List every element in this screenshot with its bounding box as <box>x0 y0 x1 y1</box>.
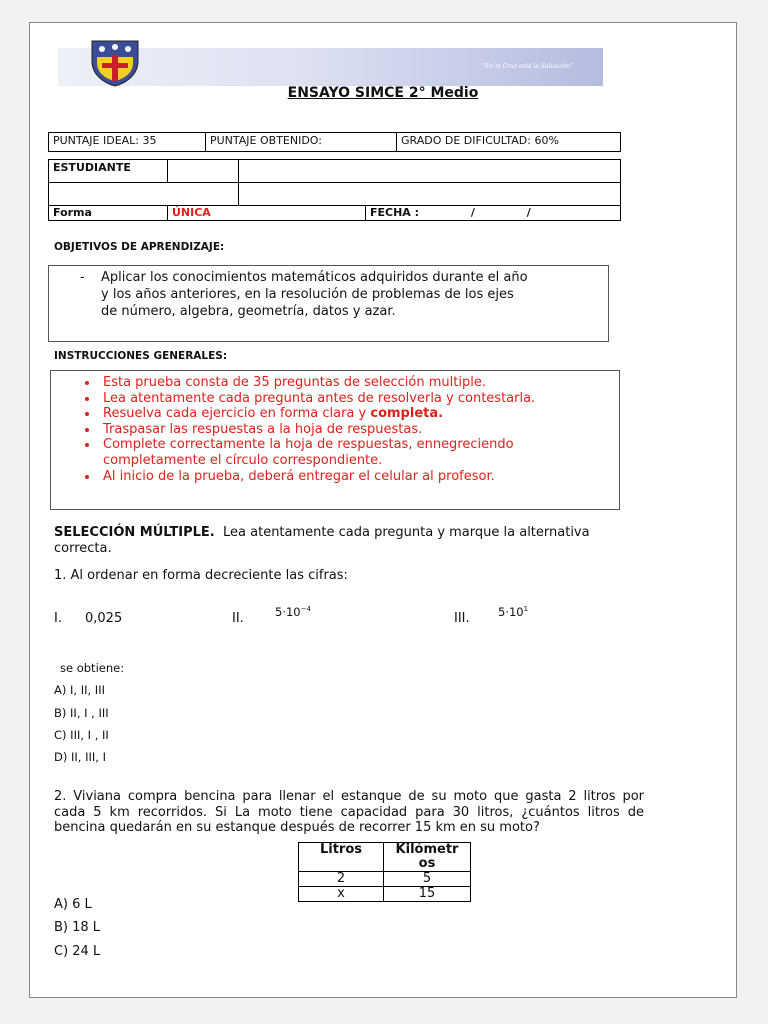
score-ideal: PUNTAJE IDEAL: 35 <box>49 133 206 152</box>
student-name-field[interactable] <box>239 160 621 183</box>
student-extra-field <box>239 183 621 206</box>
page-title: ENSAYO SIMCE 2° Medio <box>287 85 479 101</box>
q2-table-cell: 2 <box>299 872 384 887</box>
instruction-emphasis: completa. <box>370 406 444 422</box>
instruction-text: Resuelva cada ejercicio en forma clara y <box>103 406 371 422</box>
q1-item-iii-exp: 1 <box>523 605 529 614</box>
q2-stem <box>54 789 644 820</box>
instruction-item: • Esta prueba consta de 35 preguntas de selección multiple. <box>99 375 619 391</box>
q1-item-ii-value <box>275 605 311 619</box>
q1-item-ii-exp: −4 <box>300 605 311 614</box>
q2-option-c[interactable]: C) 24 L <box>54 944 101 959</box>
q2-option-a[interactable]: A) 6 L <box>54 897 92 912</box>
q2-table-cell: 5 <box>384 872 471 887</box>
instruction-item <box>99 437 619 468</box>
q1-item-iii-base: 5·10 <box>498 605 524 619</box>
instructions-list <box>51 375 619 484</box>
q2-table-header-litros: Litros <box>299 843 384 872</box>
instruction-item: • Al inicio de la prueba, deberá entregar el celular al profesor. <box>99 469 619 485</box>
objectives-heading: OBJETIVOS DE APRENDIZAJE: <box>54 241 225 253</box>
q1-option-d[interactable]: D) II, III, I <box>54 750 106 764</box>
q1-stem: 1. Al ordenar en forma decreciente las cifras: <box>54 568 348 583</box>
q1-lead: se obtiene: <box>60 661 125 675</box>
selection-heading: SELECCIÓN MÚLTIPLE. <box>54 525 215 540</box>
instruction-item <box>99 406 619 422</box>
instruction-item: • Traspasar las respuestas a la hoja de respuestas. <box>99 422 619 438</box>
date-field[interactable] <box>366 206 621 221</box>
selection-text-2: correcta. <box>54 541 112 556</box>
objectives-text <box>101 269 528 320</box>
q2-option-b[interactable]: B) 18 L <box>54 920 101 935</box>
score-difficulty: GRADO DE DIFICULTAD: 60% <box>397 133 621 152</box>
q1-item-ii-base: 5·10 <box>275 605 301 619</box>
instructions-heading: INSTRUCCIONES GENERALES: <box>54 350 228 362</box>
objectives-dash: - <box>80 270 85 285</box>
q1-item-iii-label: III. <box>454 611 470 626</box>
objectives-box <box>48 265 609 342</box>
instruction-text: Complete correctamente la hoja de respuestas, ennegreciendo <box>103 437 514 453</box>
selection-text-1: Lea atentamente cada pregunta y marque la alternativa <box>223 525 590 540</box>
instructions-box <box>50 370 620 510</box>
q2-line-2: cada 5 km recorridos. Si La moto tiene capacidad para 30 litros, ¿cuántos litros de <box>54 804 644 820</box>
date-slash-1: / <box>470 206 475 219</box>
q1-option-c[interactable]: C) III, I , II <box>54 728 109 742</box>
q1-item-i-label: I. <box>54 611 62 626</box>
form-label: Forma <box>49 206 168 221</box>
q1-item-iii-value <box>498 605 528 619</box>
q2-table-cell: x <box>299 887 384 902</box>
document-page <box>29 22 737 998</box>
score-obtained: PUNTAJE OBTENIDO: <box>206 133 397 152</box>
q2-table-cell: 15 <box>384 887 471 902</box>
form-value: ÚNICA <box>168 206 366 221</box>
objectives-line-1: Aplicar los conocimientos matemáticos adquiridos durante el año <box>101 270 528 285</box>
q2-line-1: 2. Viviana compra bencina para llenar el estanque de su moto que gasta 2 litros por <box>54 789 644 804</box>
motto-text: "En la Cruz está la Salvación" <box>482 63 573 70</box>
student-label: ESTUDIANTE <box>49 160 168 183</box>
date-label: FECHA : <box>370 206 420 219</box>
student-extra-cell <box>49 183 239 206</box>
date-slash-2: / <box>526 206 531 219</box>
q1-item-ii-label: II. <box>232 611 244 626</box>
q2-table <box>298 842 471 902</box>
q1-item-i-value: 0,025 <box>85 611 123 626</box>
objectives-line-2: y los años anteriores, en la resolución de problemas de los ejes <box>101 287 514 302</box>
q2-table-header-km: Kilómetr os <box>384 843 471 872</box>
score-table <box>48 132 621 152</box>
selection-intro <box>54 525 590 557</box>
q1-option-b[interactable]: B) II, I , III <box>54 706 109 720</box>
instruction-text: completamente el círculo correspondiente. <box>103 452 383 468</box>
objectives-line-3: de número, algebra, geometría, datos y azar. <box>101 304 396 319</box>
school-crest-logo <box>90 39 140 87</box>
q1-option-a[interactable]: A) I, II, III <box>54 683 105 697</box>
instruction-item: • Lea atentamente cada pregunta antes de resolverla y contestarla. <box>99 391 619 407</box>
student-label-spacer <box>168 160 239 183</box>
student-table <box>48 159 621 221</box>
q2-line-3: bencina quedarán en su estanque después de recorrer 15 km en su moto? <box>54 820 540 835</box>
